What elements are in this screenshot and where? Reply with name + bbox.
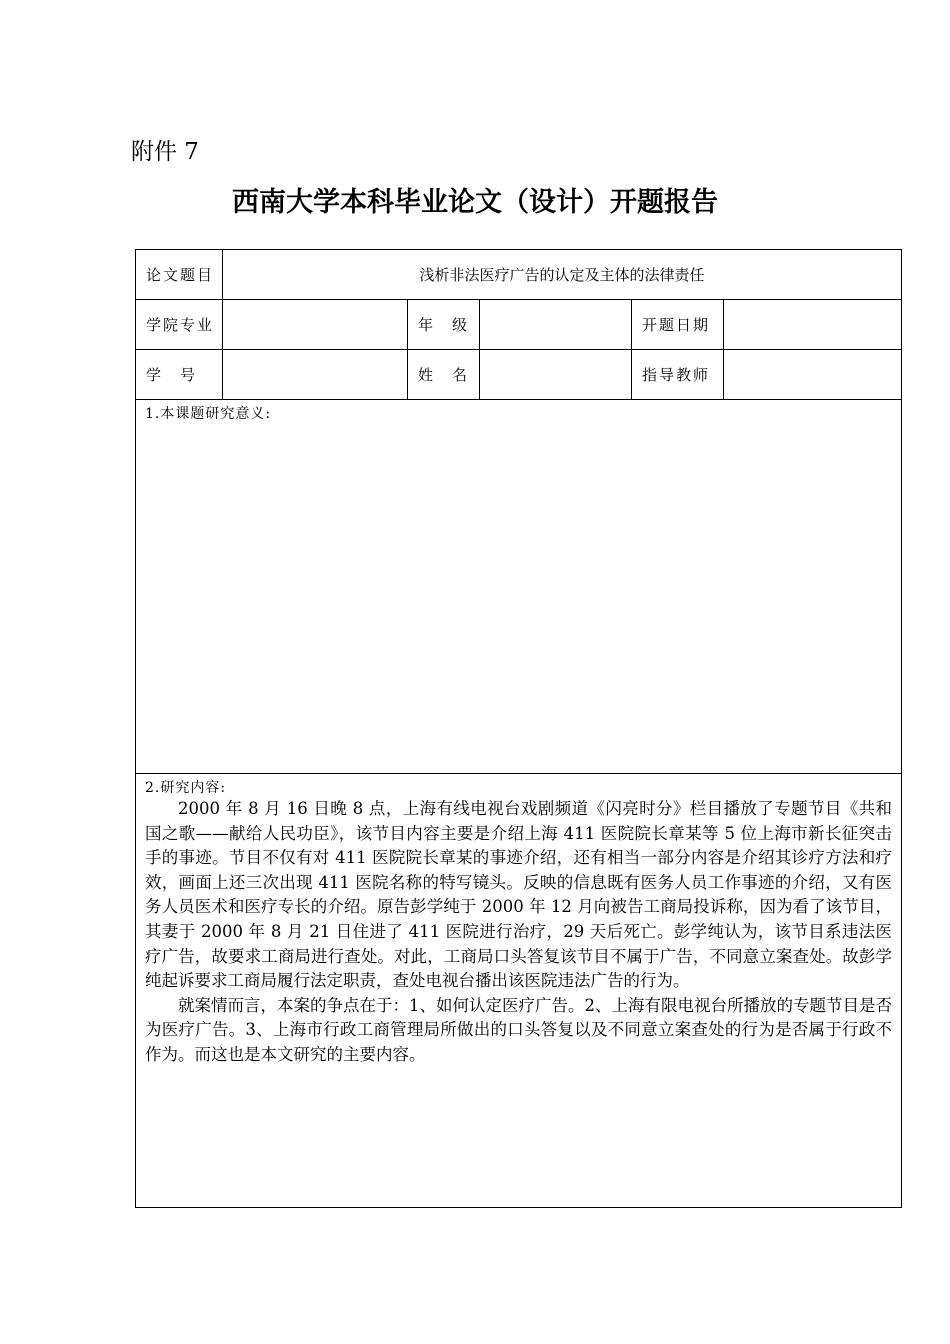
date-field[interactable] xyxy=(724,300,902,350)
college-label: 学院专业 xyxy=(136,300,223,350)
content-row xyxy=(136,774,902,1208)
student-id-field[interactable] xyxy=(223,350,408,400)
content-title: 2.研究内容: xyxy=(145,780,227,796)
topic-value[interactable]: 浅析非法医疗广告的认定及主体的法律责任 xyxy=(223,250,902,300)
topic-label: 论文题目 xyxy=(136,250,223,300)
college-row xyxy=(136,300,902,350)
document-title: 西南大学本科毕业论文（设计）开题报告 xyxy=(232,187,718,218)
content-section[interactable] xyxy=(136,774,902,1208)
college-field[interactable] xyxy=(223,300,408,350)
student-row xyxy=(136,350,902,400)
significance-row xyxy=(136,400,902,774)
student-id-label: 学 号 xyxy=(136,350,223,400)
content-paragraph-1: 2000 年 8 月 16 日晚 8 点，上海有线电视台戏剧频道《闪亮时分》栏目播放了专题节目《共和国之歌——献给人民功臣》，该节目内容主要是介绍上海 411 医院院长章某等 5 位上海市新长征突击手的事迹。节目不仅有对 411 医院院长章某的事迹介绍，还有相当一部分内容是介绍其诊疗方法和疗效，画面上还三次出现 411 医院名称的特写镜头。反映的信息既有医务人员工作事迹的介绍，又有医务人员医术和医疗专长的介绍。原告彭学纯于 2000 年 12 月向被告工商局投诉称，因为看了该节目，其妻于 2000 年 8 月 21 日住进了 411 医院进行治疗，29 天后死亡。彭学纯认为，该节目系违法医疗广告，故要求工商局进行查处。对此，工商局口头答复该节目不属于广告，不同意立案查处。故彭学纯起诉要求工商局履行法定职责，查处电视台播出该医院违法广告的行为。 xyxy=(145,799,892,991)
significance-title: 1.本课题研究意义: xyxy=(145,406,272,422)
name-field[interactable] xyxy=(480,350,632,400)
advisor-label: 指导教师 xyxy=(632,350,724,400)
name-label: 姓 名 xyxy=(408,350,480,400)
significance-section[interactable] xyxy=(136,400,902,774)
proposal-form-table xyxy=(135,249,902,1208)
advisor-field[interactable] xyxy=(724,350,902,400)
grade-field[interactable] xyxy=(480,300,632,350)
content-paragraph-2: 就案情而言，本案的争点在于：1、如何认定医疗广告。2、上海有限电视台所播放的专题节目是否为医疗广告。3、上海市行政工商管理局所做出的口头答复以及不同意立案查处的行为是否属于行政不作为。而这也是本文研究的主要内容。 xyxy=(145,995,892,1064)
grade-label: 年 级 xyxy=(408,300,480,350)
attachment-label: 附件 7 xyxy=(131,139,199,165)
date-label: 开题日期 xyxy=(632,300,724,350)
topic-row xyxy=(136,250,902,300)
